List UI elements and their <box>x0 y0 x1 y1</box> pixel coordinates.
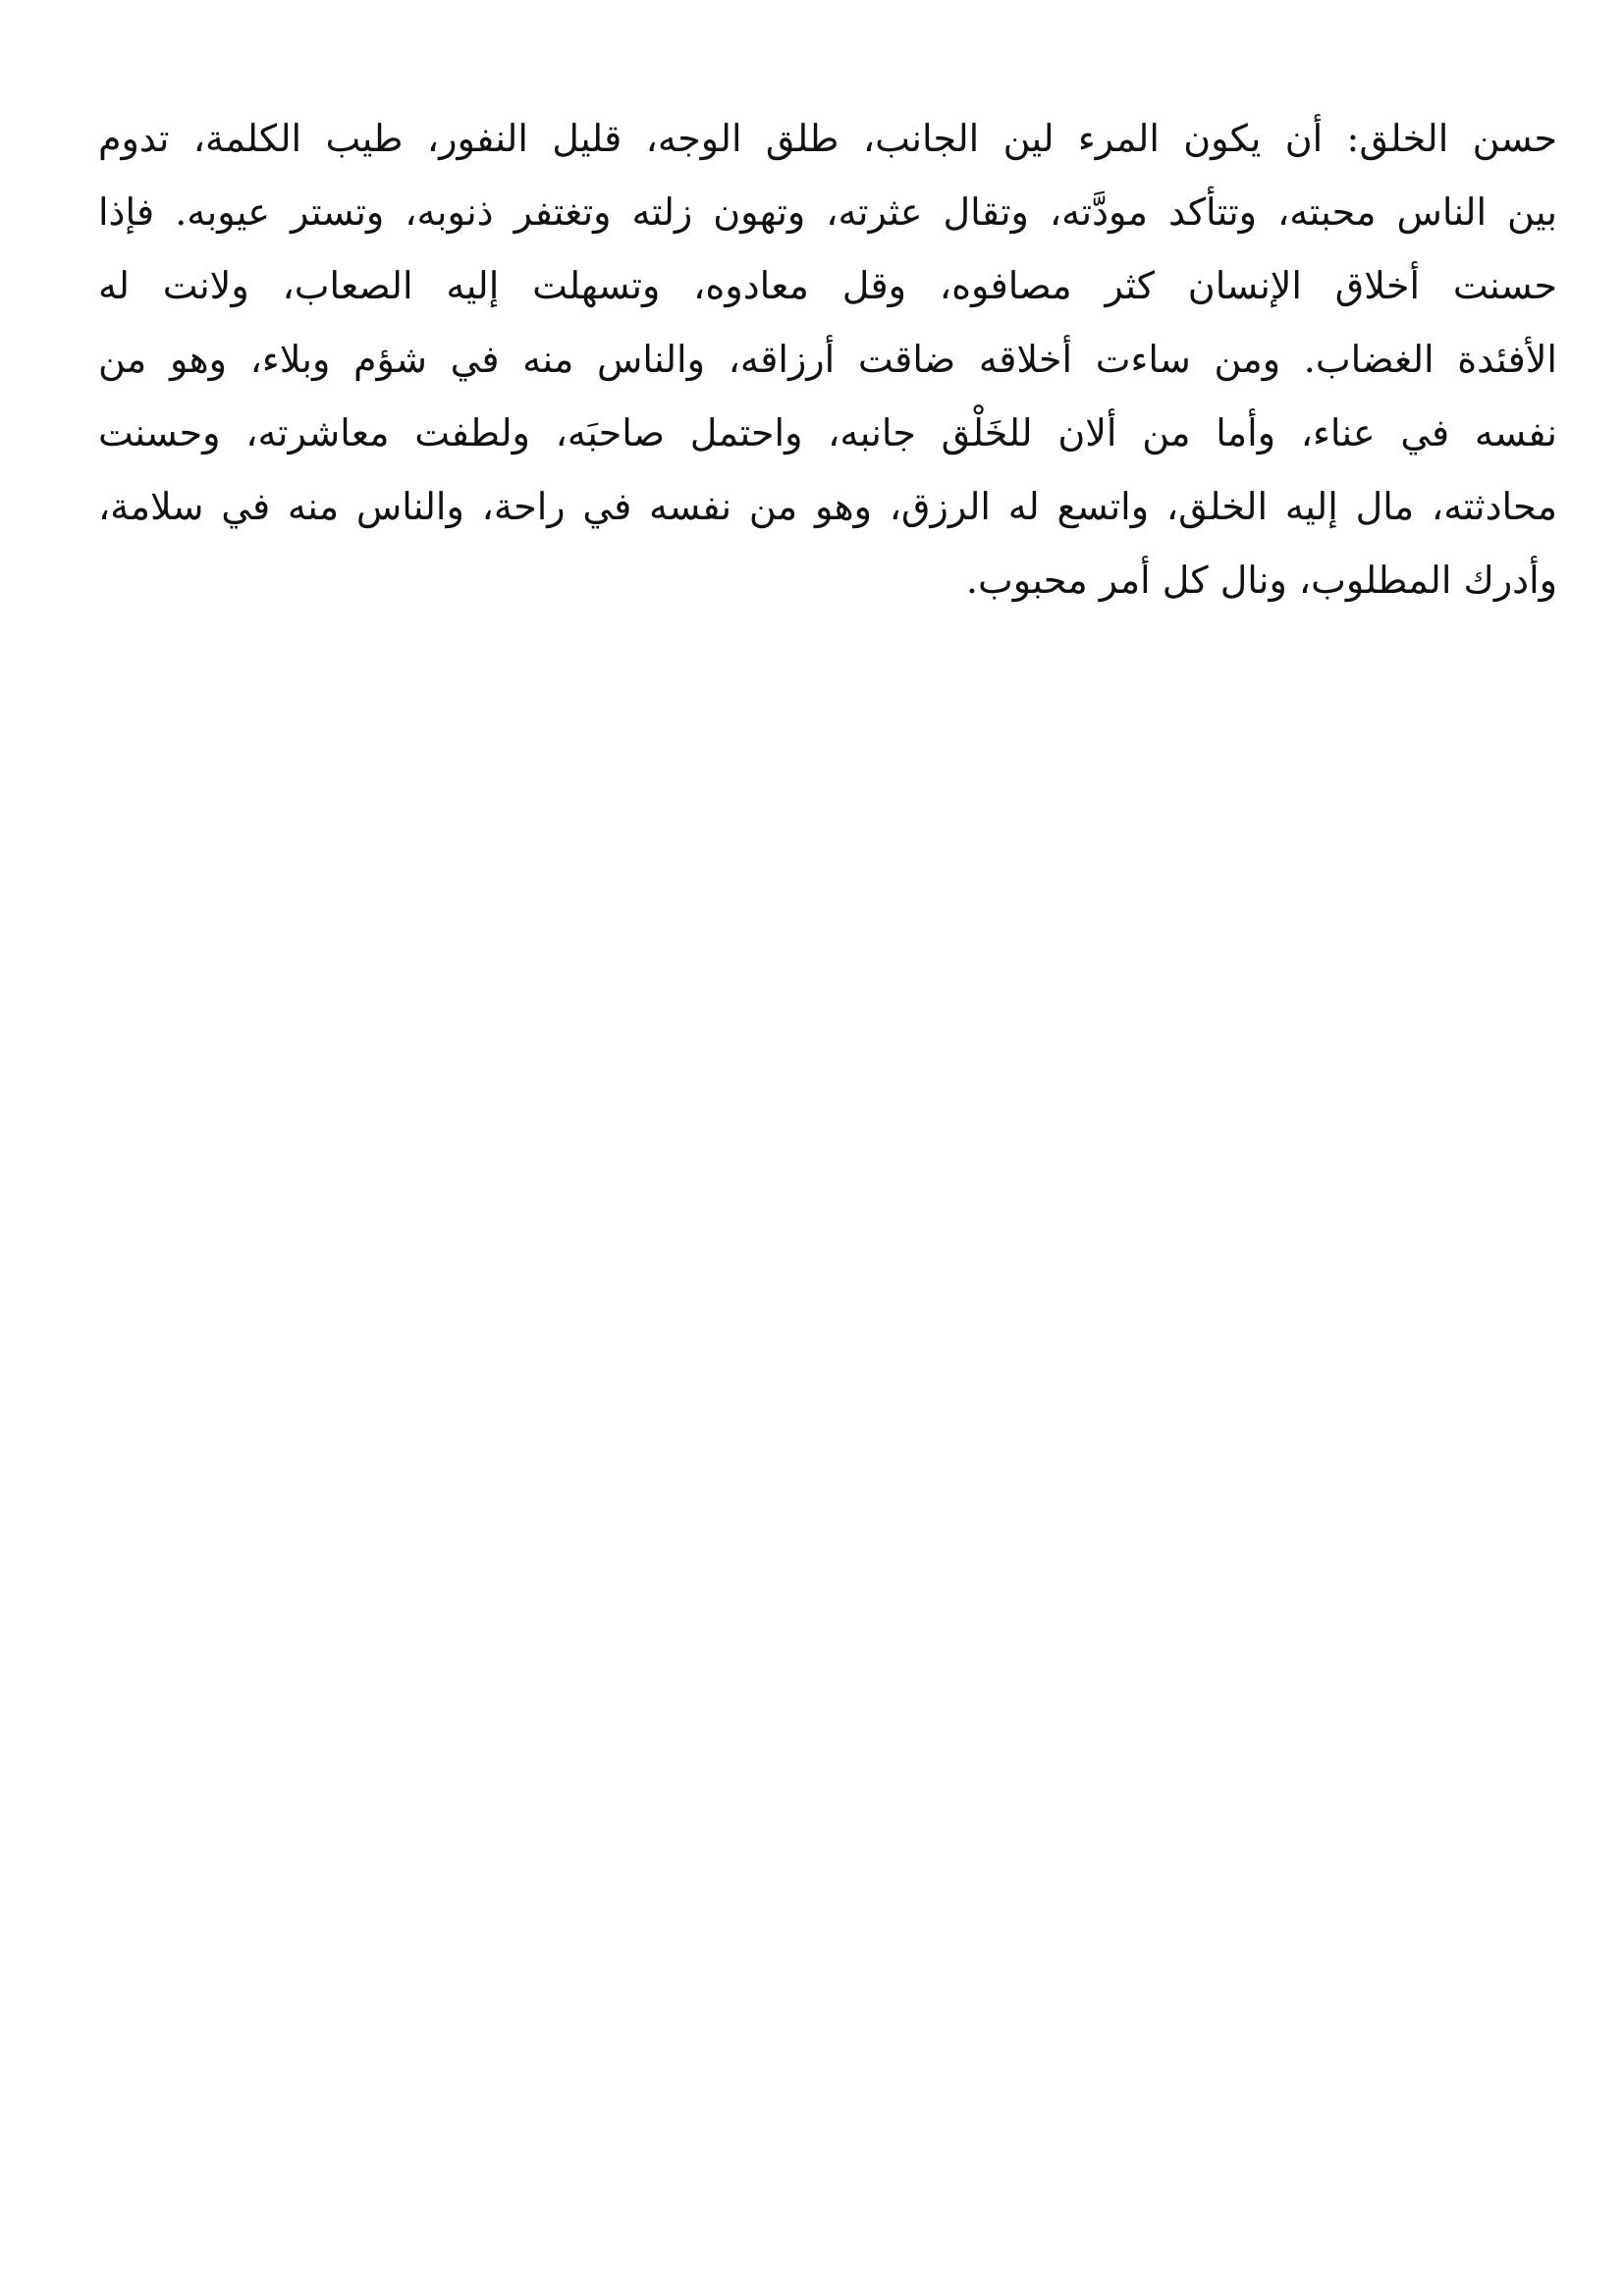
paragraph <box>98 102 1557 617</box>
paragraph-line-1: حسن الخلق: أن يكون المرء لين الجانب، طلق الوجه، قليل النفور، طيب الكلمة، تدوم <box>98 117 1557 160</box>
paragraph-line-6: محادثته، مال إليه الخلق، واتسع له الرزق، وهو من نفسه في راحة، والناس منه في سلامة، <box>98 485 1557 528</box>
paragraph-line-4: الأفئدة الغضاب. ومن ساءت أخلاقه ضاقت أرزاقه، والناس منه في شؤم وبلاء، وهو من <box>98 338 1557 381</box>
paragraph-line-5: نفسه في عناء، وأما من ألان للخَلْق جانبه، واحتمل صاحبَه، ولطفت معاشرته، وحسنت <box>98 411 1557 454</box>
paragraph-line-7: وأدرك المطلوب، ونال كل أمر محبوب. <box>965 559 1557 602</box>
paragraph-line-2: بين الناس محبته، وتتأكد مودَّته، وتقال عثرته، وتهون زلته وتغتفر ذنوبه، وتستر عيوبه. فإذا <box>98 190 1557 234</box>
paragraph-line-3: حسنت أخلاق الإنسان كثر مصافوه، وقل معادوه، وتسهلت إليه الصعاب، ولانت له <box>98 264 1557 307</box>
